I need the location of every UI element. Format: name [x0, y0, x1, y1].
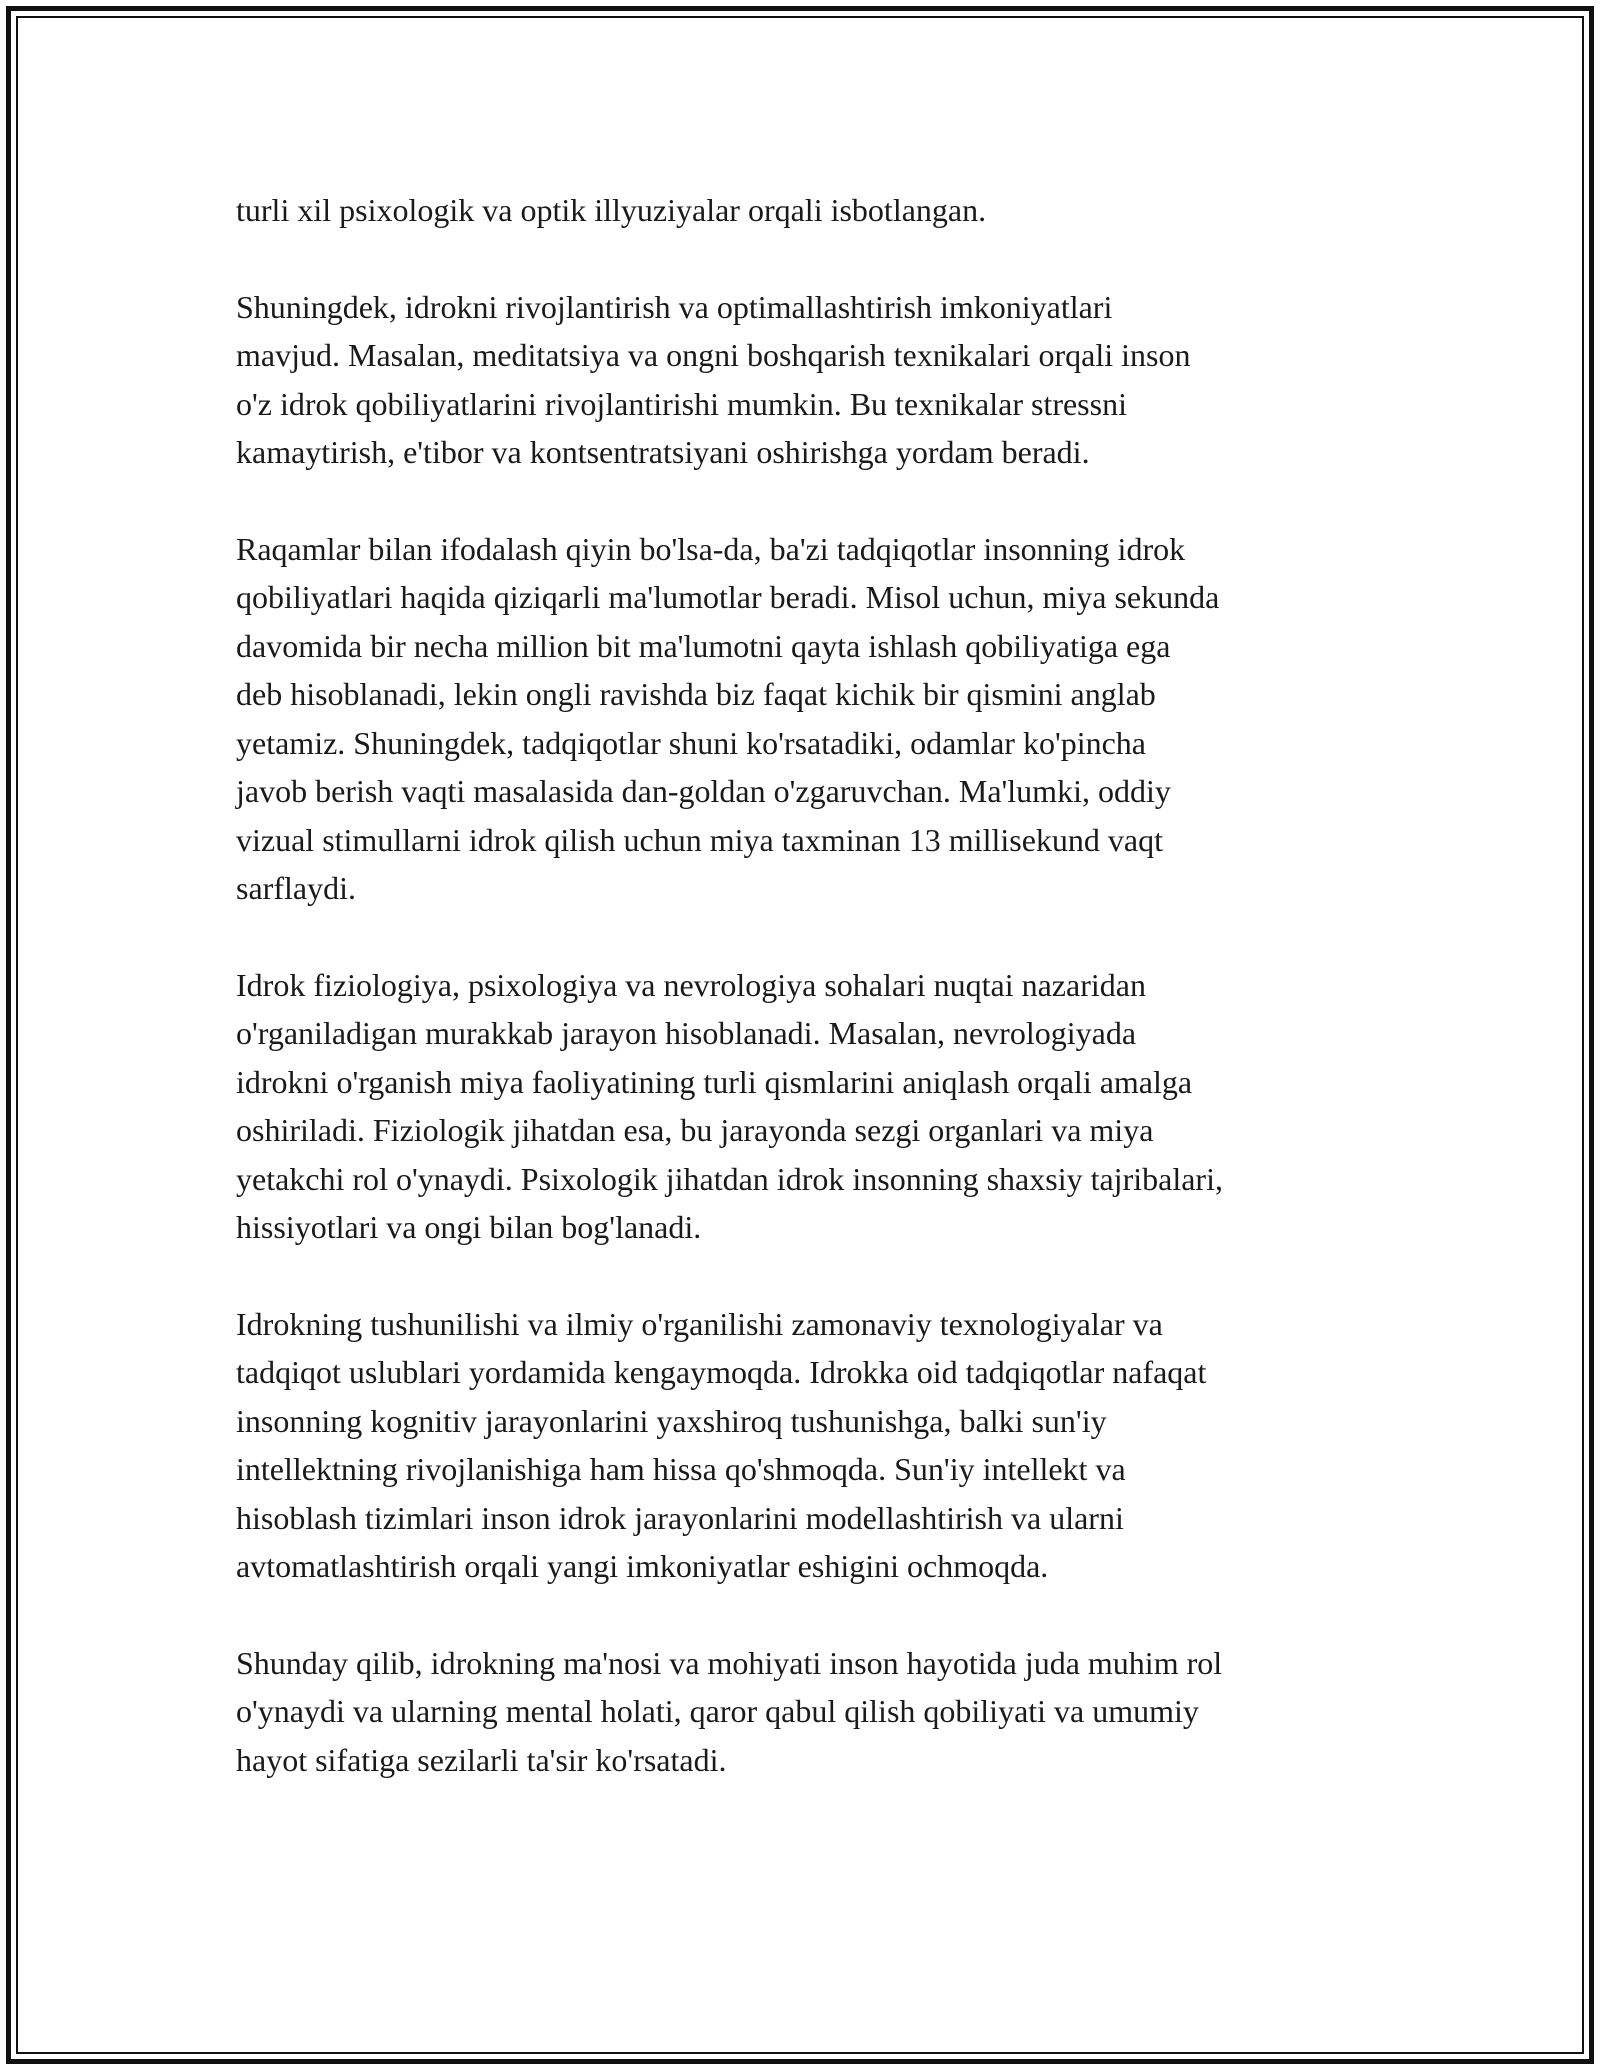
text-line: Shunday qilib, idrokning ma'nosi va mohiyati inson hayotida juda muhim rol — [236, 1644, 1223, 1681]
text-line: Idrokning tushunilishi va ilmiy o'rganilishi zamonaviy texnologiyalar va — [236, 1305, 1163, 1342]
text-line: hissiyotlari va ongi bilan bog'lanadi. — [236, 1209, 702, 1245]
text-line: o'rganiladigan murakkab jarayon hisoblanadi. Masalan, nevrologiyada — [236, 1015, 1137, 1051]
text-line: intellektning rivojlanishiga ham hissa qo'shmoqda. Sun'iy intellekt va — [236, 1451, 1126, 1487]
text-line: mavjud. Masalan, meditatsiya va ongni boshqarish texnikalari orqali inson — [236, 337, 1191, 373]
text-line: qobiliyatlari haqida qiziqarli ma'lumotlar beradi. Misol uchun, miya sekunda — [236, 579, 1220, 615]
text-line: avtomatlashtirish orqali yangi imkoniyatlar eshigini ochmoqda. — [236, 1548, 1049, 1584]
text-line: o'z idrok qobiliyatlarini rivojlantirishi mumkin. Bu texnikalar stressni — [236, 385, 1127, 422]
text-line: javob berish vaqti masalasida dan-goldan o'zgaruvchan. Ma'lumki, oddiy — [236, 773, 1171, 809]
text-line: oshiriladi. Fiziologik jihatdan esa, bu jarayonda sezgi organlari va miya — [236, 1112, 1154, 1148]
paragraph — [236, 525, 1376, 913]
text-line: Idrok fiziologiya, psixologiya va nevrologiya sohalari nuqtai nazaridan — [236, 966, 1146, 1003]
text-line: yetakchi rol o'ynaydi. Psixologik jihatdan idrok insonning shaxsiy tajribalari, — [236, 1160, 1223, 1197]
text-line: insonning kognitiv jarayonlarini yaxshiroq tushunishga, balki sun'iy — [236, 1402, 1107, 1439]
paragraph — [236, 283, 1376, 477]
text-line: vizual stimullarni idrok qilish uchun miya taxminan 13 millisekund vaqt — [236, 821, 1163, 858]
text-line: o'ynaydi va ularning mental holati, qaror qabul qilish qobiliyati va umumiy — [236, 1693, 1199, 1729]
text-line: yetamiz. Shuningdek, tadqiqotlar shuni ko'rsatadiki, odamlar ko'pincha — [236, 724, 1146, 761]
text-line: Raqamlar bilan ifodalash qiyin bo'lsa-da, ba'zi tadqiqotlar insonning idrok — [236, 530, 1186, 567]
paragraph — [236, 1639, 1376, 1785]
paragraph — [236, 1300, 1376, 1591]
text-line: kamaytirish, e'tibor va kontsentratsiyani oshirishga yordam beradi. — [236, 434, 1090, 470]
text-line: hayot sifatiga sezilarli ta'sir ko'rsatadi. — [236, 1741, 727, 1778]
text-line: deb hisoblanadi, lekin ongli ravishda biz faqat kichik bir qismini anglab — [236, 676, 1156, 712]
text-line: idrokni o'rganish miya faoliyatining turli qismlarini aniqlash orqali amalga — [236, 1063, 1193, 1100]
text-line: hisoblash tizimlari inson idrok jarayonlarini modellashtirish va ularni — [236, 1499, 1124, 1536]
paragraph — [236, 961, 1376, 1252]
paragraph — [236, 186, 1376, 235]
text-line: sarflaydi. — [236, 870, 356, 906]
text-line: turli xil psixologik va optik illyuziyalar orqali isbotlangan. — [236, 192, 987, 228]
text-line: tadqiqot uslublari yordamida kengaymoqda. Idrokka oid tadqiqotlar nafaqat — [236, 1354, 1207, 1390]
text-line: Shuningdek, idrokni rivojlantirish va optimallashtirish imkoniyatlari — [236, 288, 1113, 325]
document-body — [236, 186, 1376, 1832]
text-line: davomida bir necha million bit ma'lumotni qayta ishlash qobiliyatiga ega — [236, 627, 1171, 664]
